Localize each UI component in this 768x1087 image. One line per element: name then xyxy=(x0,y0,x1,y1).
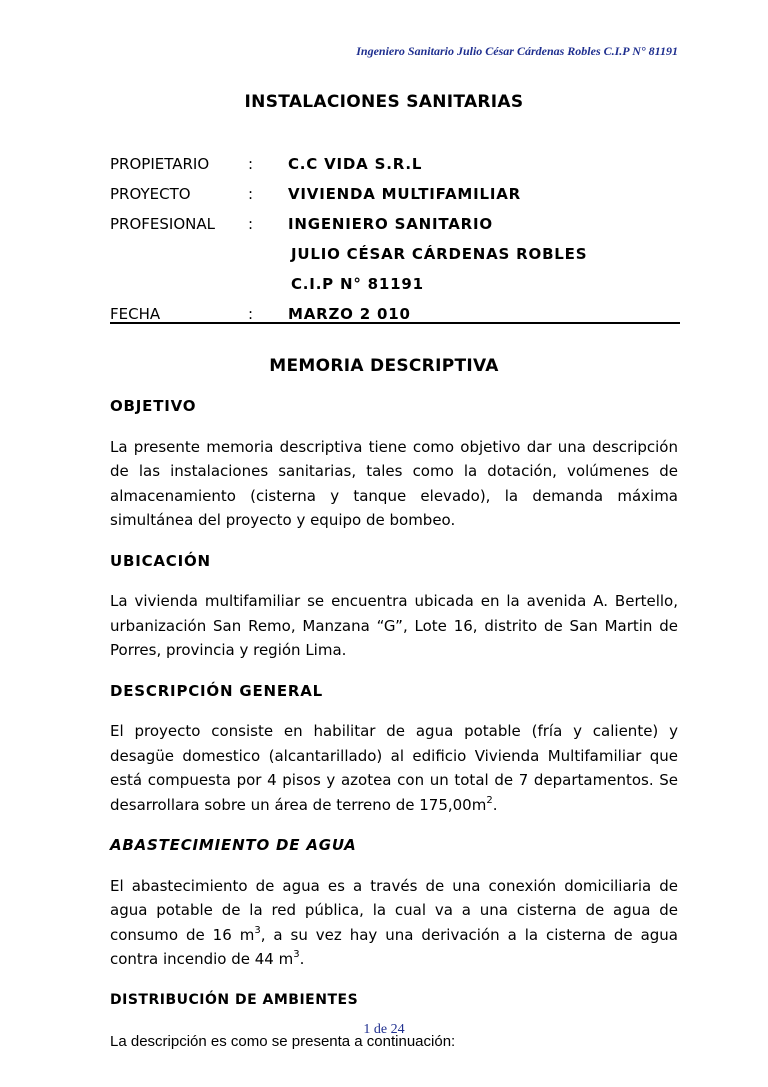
info-colon: : xyxy=(248,155,254,173)
paragraph-objetivo: La presente memoria descriptiva tiene como objetivo dar una descripción de las instalaciones sanitarias, tales como la dotación, volúmenes de almacenamiento (cisterna y tanque elevado), la demanda máxima simultánea del proyecto y equipo de bombeo. xyxy=(110,437,678,529)
info-value: JULIO CÉSAR CÁRDENAS ROBLES xyxy=(291,245,588,263)
heading-distribucion: DISTRIBUCIÓN DE AMBIENTES xyxy=(110,991,359,1008)
heading-descripcion-general: DESCRIPCIÓN GENERAL xyxy=(110,681,324,700)
info-row-proyecto xyxy=(110,179,680,209)
info-value: INGENIERO SANITARIO xyxy=(288,215,493,233)
info-colon: : xyxy=(248,305,254,323)
heading-objetivo: OBJETIVO xyxy=(110,397,197,415)
info-row-profesional-cip xyxy=(110,269,680,299)
info-label: PROPIETARIO xyxy=(110,155,210,173)
heading-ubicacion: UBICACIÓN xyxy=(110,551,211,570)
info-row-propietario xyxy=(110,149,680,179)
info-value: VIVIENDA MULTIFAMILIAR xyxy=(288,185,521,203)
info-row-profesional xyxy=(110,209,680,239)
paragraph-abastecimiento: El abastecimiento de agua es a través de una conexión domiciliaria de agua potable de la red pública, la cual va a una cisterna de agua de consumo de 16 $m^3$, a su vez hay una derivación a la cisterna de agua contra incendio de 44 $m^3$. xyxy=(110,876,679,968)
horizontal-rule xyxy=(110,322,680,324)
info-label: FECHA xyxy=(110,305,161,323)
info-label: PROYECTO xyxy=(110,185,191,203)
document-body xyxy=(110,394,678,1055)
info-value: C.C VIDA S.R.L xyxy=(288,155,423,173)
info-colon: : xyxy=(248,185,254,203)
paragraph-distribucion: La descripción es como se presenta a continuación: xyxy=(110,1033,456,1050)
info-label: PROFESIONAL xyxy=(110,215,215,233)
info-value: MARZO 2 010 xyxy=(288,305,411,323)
page-header: Ingeniero Sanitario Julio César Cárdenas Robles C.I.P N° 81191 xyxy=(356,44,678,58)
section-title: MEMORIA DESCRIPTIVA xyxy=(269,356,499,376)
info-row-profesional-name xyxy=(110,239,680,269)
info-colon: : xyxy=(248,215,254,233)
paragraph-descripcion-general: El proyecto consiste en habilitar de agua potable (fría y caliente) y desagüe domestico (alcantarillado) al edificio Vivienda Multifamiliar que está compuesta por 4 pisos y azotea con un total de 7 departamentos. Se desarrollara sobre un área de terreno de $175,00m^2$. xyxy=(110,722,678,814)
page-number: 1 de 24 xyxy=(363,1022,405,1037)
info-value: C.I.P N° 81191 xyxy=(291,275,424,293)
document-title: INSTALACIONES SANITARIAS xyxy=(244,92,524,112)
project-info-table xyxy=(110,149,680,329)
heading-abastecimiento: ABASTECIMIENTO DE AGUA xyxy=(110,836,357,854)
info-row-fecha xyxy=(110,299,680,329)
paragraph-ubicacion: La vivienda multifamiliar se encuentra ubicada en la avenida A. Bertello, urbanización San Remo, Manzana “G”, Lote 16, distrito de San Martin de Porres, provincia y región Lima. xyxy=(110,592,678,659)
